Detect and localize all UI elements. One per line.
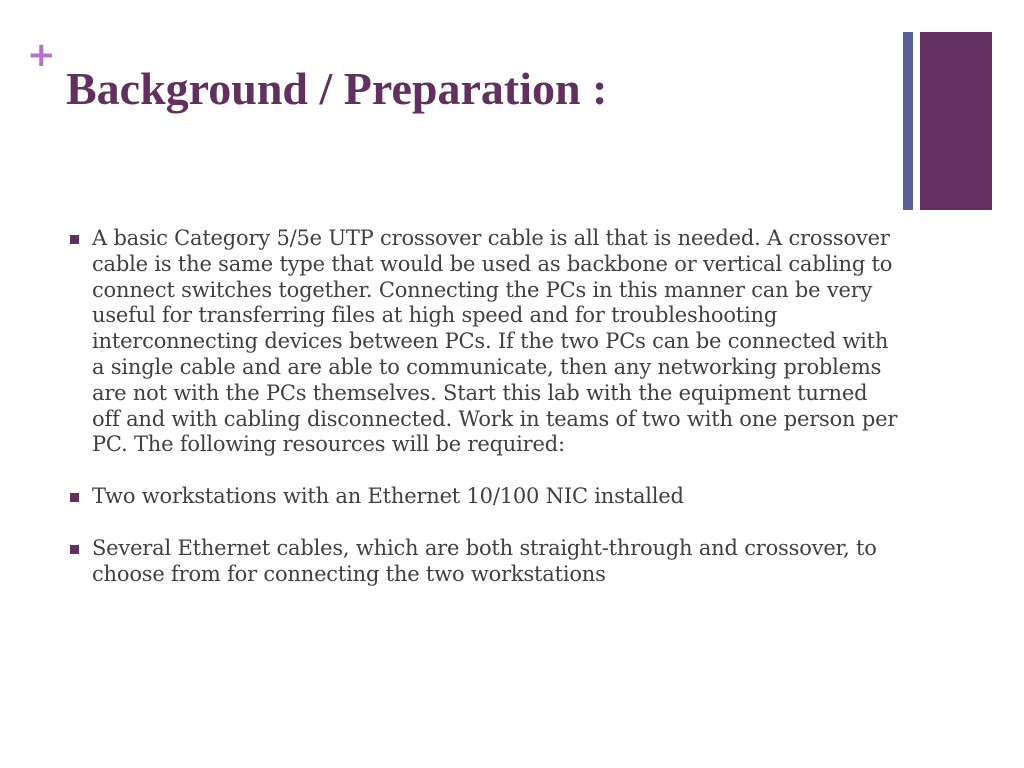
- plus-icon: +: [27, 35, 56, 75]
- bullet-text: Several Ethernet cables, which are both straight-through and crossover, to choose from for connecting the two workstations: [92, 535, 877, 586]
- square-bullet-icon: [70, 235, 79, 244]
- bullet-item: [70, 484, 900, 510]
- bullet-text: Two workstations with an Ethernet 10/100 NIC installed: [92, 484, 684, 509]
- bullet-list: [70, 226, 900, 614]
- square-bullet-icon: [70, 493, 79, 502]
- decorative-bar-thick: [920, 32, 992, 210]
- square-bullet-icon: [70, 545, 79, 554]
- slide-title: Background / Preparation :: [66, 63, 608, 114]
- bullet-item: [70, 226, 900, 458]
- bullet-item: [70, 536, 900, 588]
- bullet-text: A basic Category 5/5e UTP crossover cable is all that is needed. A crossover cable is the same type that would be used as backbone or vertical cabling to connect switches together. Connecting the PCs in this manner can be very useful for transferring files at high speed and for troubleshooting interconnecting devices between PCs. If the two PCs can be connected with a single cable and are able to communicate, then any networking problems are not with the PCs themselves. Start this lab with the equipment turned off and with cabling disconnected. Work in teams of two with one person per PC. The following resources will be required:: [92, 226, 898, 457]
- decorative-bar-thin: [903, 32, 913, 210]
